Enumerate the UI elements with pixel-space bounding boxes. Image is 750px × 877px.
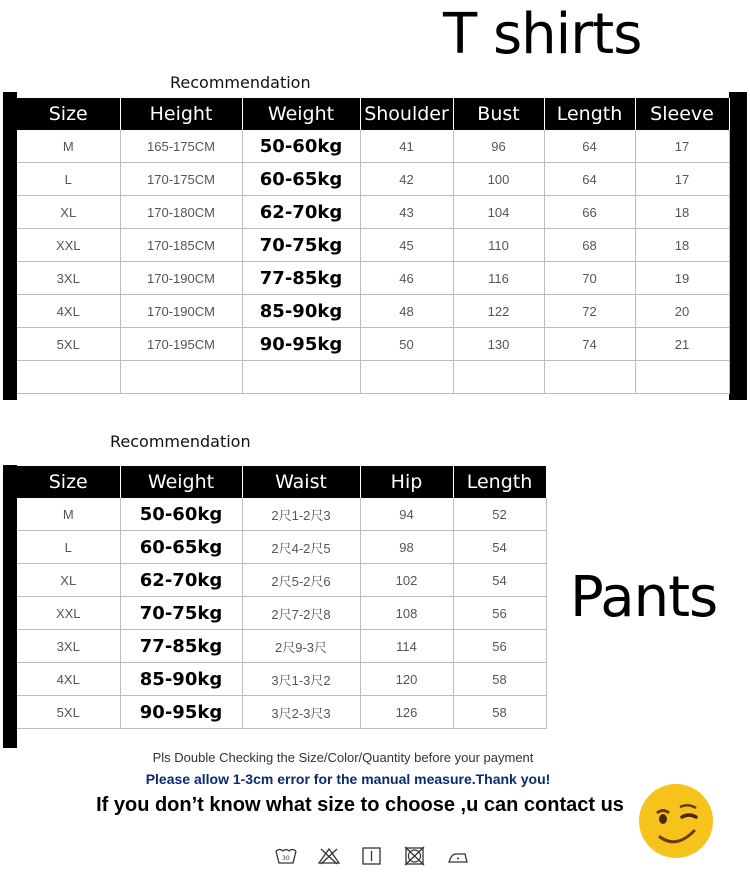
tshirt-header-length: Length xyxy=(544,98,635,130)
no-dry-clean-icon xyxy=(403,846,427,866)
pants-header-row xyxy=(17,466,546,498)
tshirt-cell-sleeve: 21 xyxy=(635,328,729,361)
pants-cell-weight: 85-90kg xyxy=(120,663,242,696)
pants-cell-size: XXL xyxy=(17,597,120,630)
pants-size-table xyxy=(17,466,547,729)
tumble-dry-icon xyxy=(360,846,384,866)
tshirt-cell-sleeve: 19 xyxy=(635,262,729,295)
tshirt-cell-sleeve: 20 xyxy=(635,295,729,328)
pants-cell-size: 3XL xyxy=(17,630,120,663)
tshirt-cell-weight: 50-60kg xyxy=(242,130,360,163)
table-row xyxy=(17,130,729,163)
iron-icon xyxy=(446,846,470,866)
tshirt-cell-size: 4XL xyxy=(17,295,120,328)
pants-cell-hip: 126 xyxy=(360,696,453,729)
pants-cell-size: XL xyxy=(17,564,120,597)
pants-cell-size: 5XL xyxy=(17,696,120,729)
empty-cell xyxy=(17,361,120,394)
pants-cell-waist: 2尺7-2尺8 xyxy=(242,597,360,630)
table-row-empty xyxy=(17,361,729,394)
pants-cell-waist: 2尺4-2尺5 xyxy=(242,531,360,564)
tshirt-cell-sleeve: 17 xyxy=(635,163,729,196)
tshirt-cell-shoulder: 41 xyxy=(360,130,453,163)
tshirt-cell-shoulder: 42 xyxy=(360,163,453,196)
tshirt-cell-bust: 130 xyxy=(453,328,544,361)
tshirt-cell-length: 74 xyxy=(544,328,635,361)
tshirt-header-sleeve: Sleeve xyxy=(635,98,729,130)
pants-header-hip: Hip xyxy=(360,466,453,498)
empty-cell xyxy=(242,361,360,394)
table-row xyxy=(17,163,729,196)
pants-cell-waist: 2尺1-2尺3 xyxy=(242,498,360,531)
table-row xyxy=(17,498,546,531)
tshirt-title: T shirts xyxy=(443,2,642,67)
pants-cell-weight: 60-65kg xyxy=(120,531,242,564)
table-row xyxy=(17,531,546,564)
no-bleach-icon xyxy=(317,846,341,866)
pants-cell-hip: 98 xyxy=(360,531,453,564)
pants-cell-weight: 90-95kg xyxy=(120,696,242,729)
table-row xyxy=(17,196,729,229)
pants-left-bar xyxy=(3,465,17,748)
table-row xyxy=(17,630,546,663)
table-row xyxy=(17,262,729,295)
contact-note: If you don’t know what size to choose ,u can contact us xyxy=(96,794,624,816)
tshirt-cell-shoulder: 45 xyxy=(360,229,453,262)
tshirt-header-row xyxy=(17,98,729,130)
pants-cell-length: 58 xyxy=(453,663,546,696)
tshirt-cell-size: 5XL xyxy=(17,328,120,361)
tshirt-cell-length: 66 xyxy=(544,196,635,229)
tshirt-header-weight: Weight xyxy=(242,98,360,130)
tshirt-header-bust: Bust xyxy=(453,98,544,130)
tshirt-cell-size: XL xyxy=(17,196,120,229)
table-row xyxy=(17,295,729,328)
tshirt-cell-length: 64 xyxy=(544,130,635,163)
pants-cell-hip: 108 xyxy=(360,597,453,630)
tshirt-header-size: Size xyxy=(17,98,120,130)
tshirt-cell-length: 72 xyxy=(544,295,635,328)
pants-cell-hip: 102 xyxy=(360,564,453,597)
tshirt-cell-sleeve: 17 xyxy=(635,130,729,163)
pants-title: Pants xyxy=(570,565,718,630)
tshirt-cell-shoulder: 46 xyxy=(360,262,453,295)
tshirt-cell-weight: 62-70kg xyxy=(242,196,360,229)
tshirt-cell-shoulder: 48 xyxy=(360,295,453,328)
tshirt-header-shoulder: Shoulder xyxy=(360,98,453,130)
tshirt-cell-bust: 110 xyxy=(453,229,544,262)
tshirt-header-height: Height xyxy=(120,98,242,130)
pants-cell-size: M xyxy=(17,498,120,531)
pants-header-weight: Weight xyxy=(120,466,242,498)
pants-cell-weight: 70-75kg xyxy=(120,597,242,630)
tshirt-cell-height: 170-195CM xyxy=(120,328,242,361)
table-row xyxy=(17,663,546,696)
tshirt-cell-bust: 122 xyxy=(453,295,544,328)
pants-cell-size: L xyxy=(17,531,120,564)
care-icons-row xyxy=(274,845,484,866)
tshirt-cell-weight: 85-90kg xyxy=(242,295,360,328)
pants-cell-length: 54 xyxy=(453,564,546,597)
tshirt-cell-length: 70 xyxy=(544,262,635,295)
pants-cell-length: 56 xyxy=(453,630,546,663)
table-row xyxy=(17,696,546,729)
tshirt-cell-shoulder: 50 xyxy=(360,328,453,361)
tshirt-cell-sleeve: 18 xyxy=(635,229,729,262)
pants-cell-waist: 2尺5-2尺6 xyxy=(242,564,360,597)
tshirt-cell-height: 170-190CM xyxy=(120,295,242,328)
tshirt-cell-height: 170-190CM xyxy=(120,262,242,295)
tshirt-left-bar xyxy=(3,92,17,400)
tshirt-cell-bust: 104 xyxy=(453,196,544,229)
pants-header-length: Length xyxy=(453,466,546,498)
tshirt-cell-height: 170-175CM xyxy=(120,163,242,196)
pants-cell-weight: 77-85kg xyxy=(120,630,242,663)
pants-cell-weight: 50-60kg xyxy=(120,498,242,531)
pants-cell-waist: 3尺2-3尺3 xyxy=(242,696,360,729)
tshirt-cell-height: 165-175CM xyxy=(120,130,242,163)
tshirt-size-table xyxy=(17,98,730,394)
tshirt-cell-bust: 96 xyxy=(453,130,544,163)
pants-cell-hip: 94 xyxy=(360,498,453,531)
tshirt-cell-length: 68 xyxy=(544,229,635,262)
table-row xyxy=(17,564,546,597)
tshirt-cell-bust: 100 xyxy=(453,163,544,196)
tshirt-cell-size: XXL xyxy=(17,229,120,262)
tshirt-cell-height: 170-185CM xyxy=(120,229,242,262)
pants-cell-weight: 62-70kg xyxy=(120,564,242,597)
tshirt-cell-height: 170-180CM xyxy=(120,196,242,229)
pants-cell-length: 56 xyxy=(453,597,546,630)
pants-header-size: Size xyxy=(17,466,120,498)
empty-cell xyxy=(544,361,635,394)
tshirt-cell-size: L xyxy=(17,163,120,196)
empty-cell xyxy=(360,361,453,394)
tshirt-right-bar xyxy=(729,92,747,400)
empty-cell xyxy=(635,361,729,394)
tshirt-cell-weight: 90-95kg xyxy=(242,328,360,361)
tshirt-cell-shoulder: 43 xyxy=(360,196,453,229)
pants-header-waist: Waist xyxy=(242,466,360,498)
tshirt-cell-sleeve: 18 xyxy=(635,196,729,229)
measure-error-note: Please allow 1-3cm error for the manual measure.Thank you! xyxy=(145,771,551,787)
empty-cell xyxy=(120,361,242,394)
table-row xyxy=(17,597,546,630)
table-row xyxy=(17,229,729,262)
tshirt-cell-weight: 77-85kg xyxy=(242,262,360,295)
pants-cell-length: 58 xyxy=(453,696,546,729)
tshirt-cell-weight: 70-75kg xyxy=(242,229,360,262)
tshirt-cell-bust: 116 xyxy=(453,262,544,295)
table-row xyxy=(17,328,729,361)
tshirt-recommendation-label: Recommendation xyxy=(170,73,311,92)
tshirt-cell-size: 3XL xyxy=(17,262,120,295)
pants-cell-hip: 114 xyxy=(360,630,453,663)
pants-cell-length: 52 xyxy=(453,498,546,531)
pants-cell-size: 4XL xyxy=(17,663,120,696)
pants-cell-hip: 120 xyxy=(360,663,453,696)
pants-cell-length: 54 xyxy=(453,531,546,564)
pants-cell-waist: 2尺9-3尺 xyxy=(242,630,360,663)
tshirt-cell-size: M xyxy=(17,130,120,163)
payment-check-note: Pls Double Checking the Size/Color/Quantity before your payment xyxy=(152,750,534,765)
empty-cell xyxy=(453,361,544,394)
svg-text:30: 30 xyxy=(282,854,290,862)
pants-cell-waist: 3尺1-3尺2 xyxy=(242,663,360,696)
wash-30-icon xyxy=(274,846,298,866)
tshirt-cell-length: 64 xyxy=(544,163,635,196)
winking-emoji-icon xyxy=(638,783,714,859)
pants-recommendation-label: Recommendation xyxy=(110,432,251,451)
tshirt-cell-weight: 60-65kg xyxy=(242,163,360,196)
